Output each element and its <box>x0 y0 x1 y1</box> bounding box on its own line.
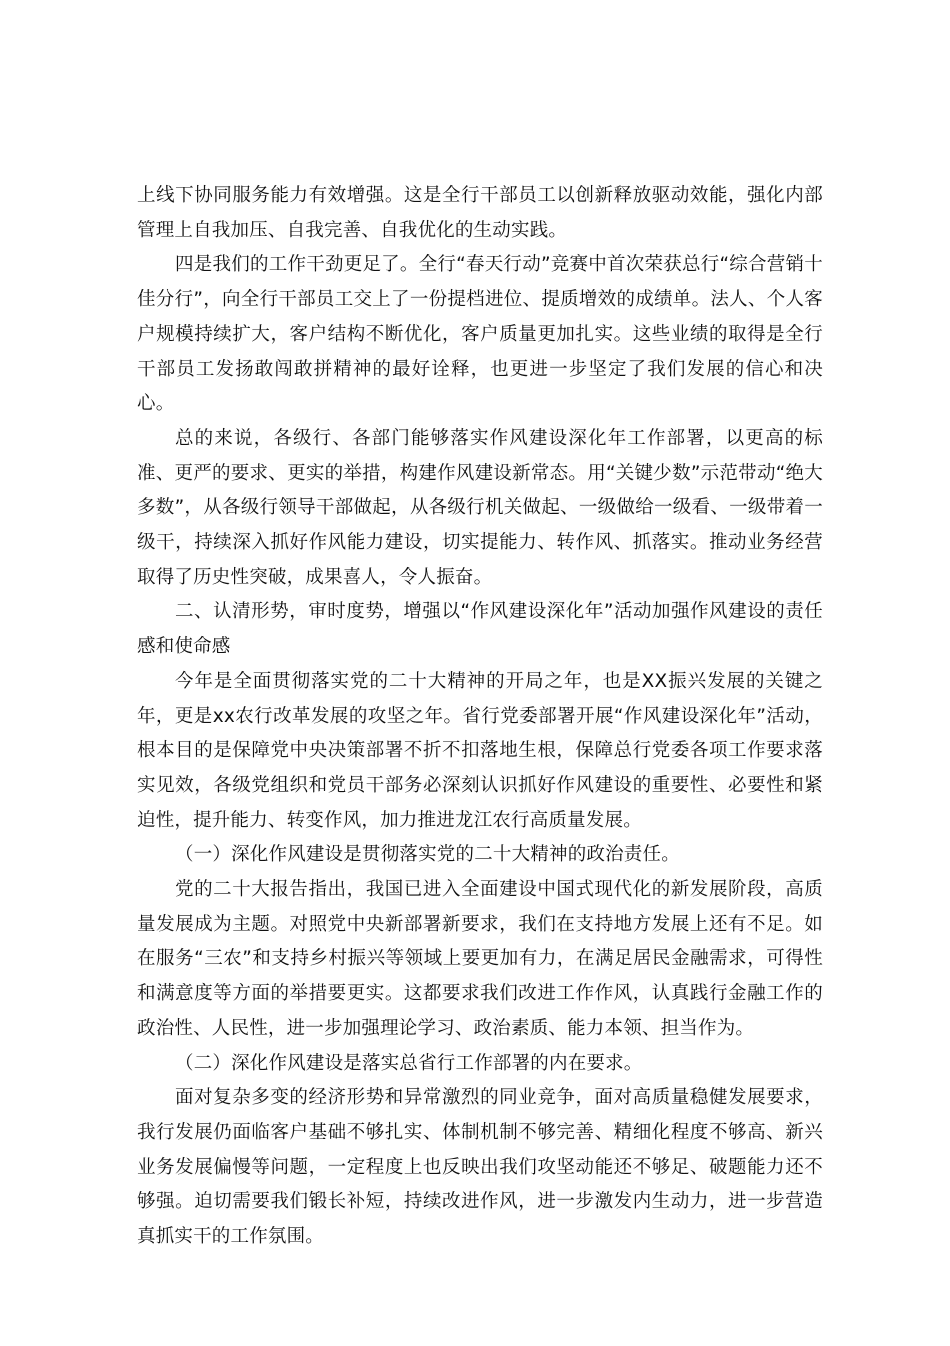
section-heading-2: 二、认清形势，审时度势，增强以“作风建设深化年”活动加强作风建设的责任感和使命感 <box>137 601 823 658</box>
paragraph-continuation: 上线下协同服务能力有效增强。这是全行干部员工以创新释放驱动效能，强化内部管理上自我加压、自我完善、自我优化的生动实践。 <box>137 185 823 241</box>
document-body <box>137 179 823 1255</box>
paragraph-20th-congress: 党的二十大报告指出，我国已进入全面建设中国式现代化的新发展阶段，高质量发展成为主题。对照党中央新部署新要求，我们在支持地方发展上还有不足。如在服务“三农”和支持乡村振兴等领域上要更加有力，在满足居民金融需求，可得性和满意度等方面的举措要更实。这都要求我们改进工作作风，认真践行金融工作的政治性、人民性，进一步加强理论学习、政治素质、能力本领、担当作为。 <box>137 879 823 1039</box>
paragraph-summary: 总的来说，各级行、各部门能够落实作风建设深化年工作部署，以更高的标准、更严的要求、更实的举措，构建作风建设新常态。用“关键少数”示范带动“绝大多数”，从各级行领导干部做起，从各级行机关做起、一级做给一级看、一级带着一级干，持续深入抓好作风能力建设，切实提能力、转作风、抓落实。推动业务经营取得了历史性突破，成果喜人，令人振奋。 <box>137 427 823 588</box>
paragraph-this-year: 今年是全面贯彻落实党的二十大精神的开局之年，也是XX振兴发展的关键之年，更是xx农行改革发展的攻坚之年。省行党委部署开展“作风建设深化年”活动，根本目的是保障党中央决策部署不折不扣落地生根，保障总行党委各项工作要求落实见效，各级党组织和党员干部务必深刻认识抓好作风建设的重要性、必要性和紧迫性，提升能力、转变作风，加力推进龙江农行高质量发展。 <box>137 670 823 831</box>
subheading-2: （二）深化作风建设是落实总省行工作部署的内在要求。 <box>175 1052 643 1074</box>
paragraph-challenges: 面对复杂多变的经济形势和异常激烈的同业竞争，面对高质量稳健发展要求，我行发展仍面临客户基础不够扎实、体制机制不够完善、精细化程度不够高、新兴业务发展偏慢等问题，一定程度上也反映出我们攻坚动能还不够足、破题能力还不够强。迫切需要我们锻长补短，持续改进作风，进一步激发内生动力，进一步营造真抓实干的工作氛围。 <box>137 1087 823 1248</box>
paragraph-work-energy: 四是我们的工作干劲更足了。全行“春天行动”竞赛中首次荣获总行“综合营销十佳分行”，向全行干部员工交上了一份提档进位、提质增效的成绩单。法人、个人客户规模持续扩大，客户结构不断优化，客户质量更加扎实。这些业绩的取得是全行干部员工发扬敢闯敢拼精神的最好诠释，也更进一步坚定了我们发展的信心和决心。 <box>137 254 823 415</box>
subheading-1: （一）深化作风建设是贯彻落实党的二十大精神的政治责任。 <box>175 844 680 866</box>
